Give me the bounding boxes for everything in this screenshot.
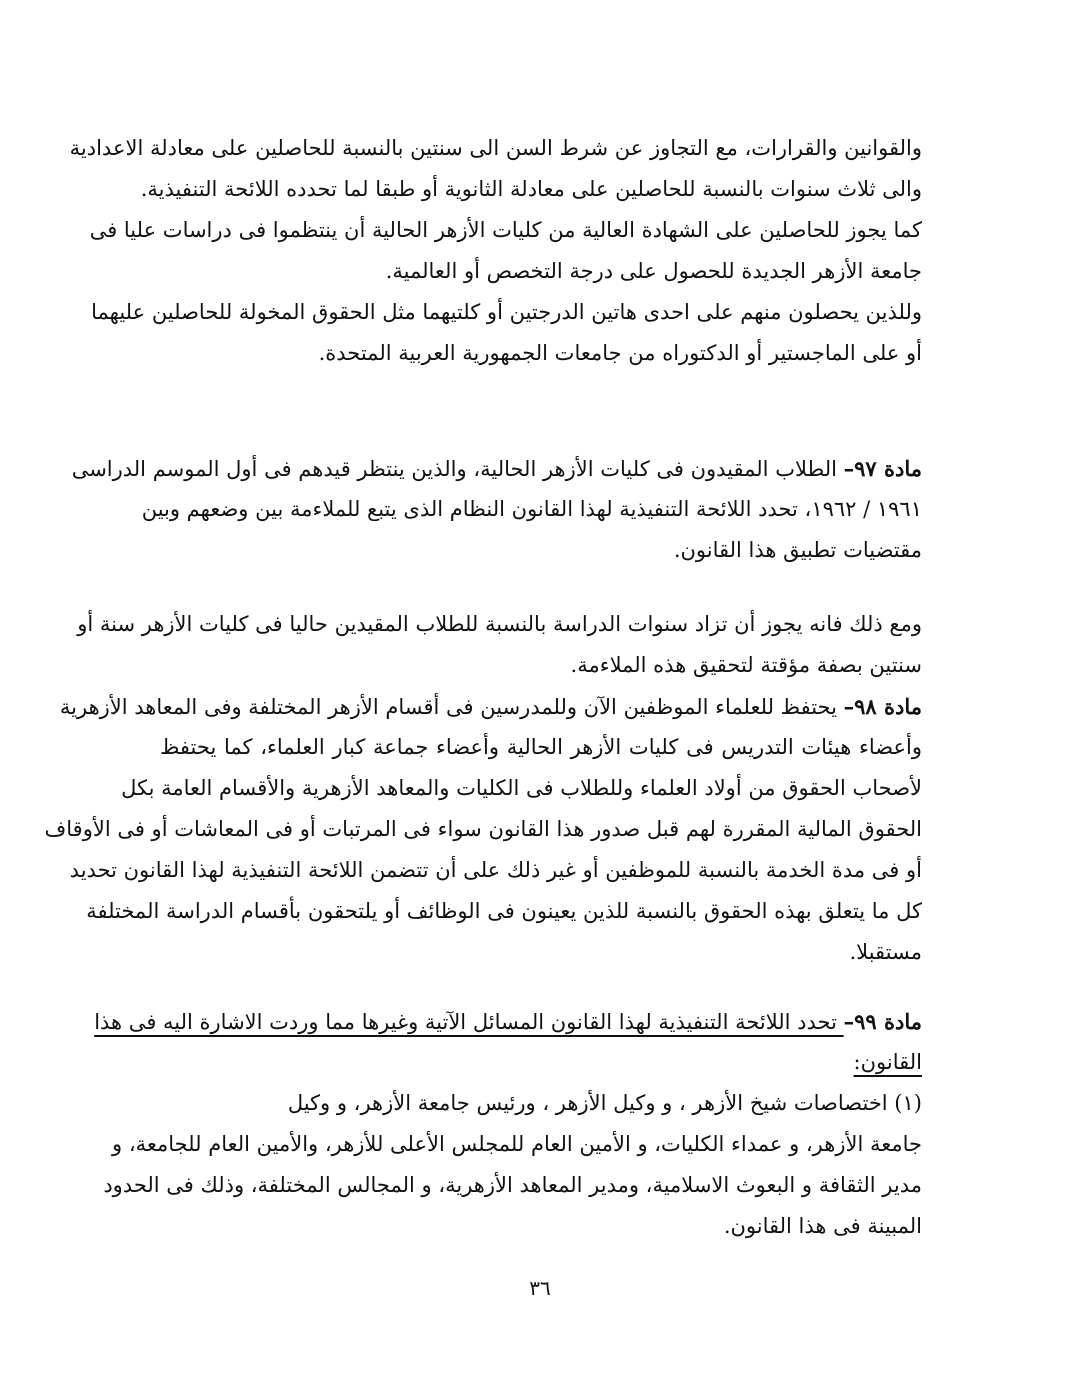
article-97-text: الطلاب المقيدون فى كليات الأزهر الحالية، والذين ينتظر قيدهم فى أول الموسم الدراسى bbox=[71, 457, 844, 481]
text-line: الحقوق المالية المقررة لهم قبل صدور هذا القانون سواء فى المرتبات أو فى المعاشات أو فى الأوقاف bbox=[44, 817, 922, 841]
article-99-text: تحدد اللائحة التنفيذية لهذا القانون المسائل الآتية وغيرها مما وردت الاشارة اليه فى هذا bbox=[94, 1010, 844, 1034]
text-line: جامعة الأزهر الجديدة للحصول على درجة التخصص أو العالمية. bbox=[385, 259, 922, 283]
text-line: أو على الماجستير أو الدكتوراه من جامعات الجمهورية العربية المتحدة. bbox=[318, 341, 922, 365]
text-line: والقوانين والقرارات، مع التجاوز عن شرط السن الى سنتين بالنسبة للحاصلين على معادلة الاعدادية bbox=[69, 136, 922, 160]
text-line: كما يجوز للحاصلين على الشهادة العالية من كليات الأزهر الحالية أن ينتظموا فى دراسات عليا فى bbox=[89, 218, 922, 242]
text-line: مستقبلا. bbox=[849, 940, 922, 964]
article-99-first-line bbox=[94, 1001, 922, 1042]
article-98 bbox=[44, 686, 922, 973]
article-98-label: مادة ٩٨– bbox=[843, 694, 922, 719]
page-number: ٣٦ bbox=[529, 1276, 551, 1300]
article-99 bbox=[94, 1001, 922, 1247]
article-99-second-line bbox=[160, 1042, 922, 1083]
text-line: المبينة فى هذا القانون. bbox=[723, 1214, 922, 1238]
text-line: ١٩٦١ / ١٩٦٢، تحدد اللائحة التنفيذية لهذا القانون النظام الذى يتبع للملاءمة بين وضعهم وبين bbox=[141, 497, 922, 521]
article-97 bbox=[71, 448, 922, 686]
text-line: سنتين بصفة مؤقتة لتحقيق هذه الملاءمة. bbox=[570, 653, 922, 677]
article-98-text: يحتفظ للعلماء الموظفين الآن وللمدرسين فى أقسام الأزهر المختلفة وفى المعاهد الأزهرية bbox=[59, 695, 844, 719]
page-body bbox=[44, 128, 922, 1247]
text-line: ومع ذلك فانه يجوز أن تزاد سنوات الدراسة بالنسبة للطلاب المقيدين حاليا فى كليات الأزهر سنة أو bbox=[77, 612, 922, 636]
text-line: مدير الثقافة و البعوث الاسلامية، ومدير المعاهد الأزهرية، و المجالس المختلفة، وذلك فى الحدود bbox=[103, 1173, 922, 1197]
article-99-label: مادة ٩٩– bbox=[843, 1009, 922, 1034]
text-line: مقتضيات تطبيق هذا القانون. bbox=[673, 538, 922, 562]
text-line: وأعضاء هيئات التدريس فى كليات الأزهر الحالية وأعضاء جماعة كبار العلماء، كما يحتفظ bbox=[160, 735, 922, 759]
article-98-first-line bbox=[59, 686, 922, 727]
text-line: جامعة الأزهر، و عمداء الكليات، و الأمين العام للمجلس الأعلى للأزهر، والأمين العام للجامعة، و bbox=[112, 1132, 922, 1156]
text-line: لأصحاب الحقوق من أولاد العلماء وللطلاب فى الكليات والمعاهد الأزهرية والأقسام العامة بكل bbox=[121, 776, 922, 800]
text-line: (١) اختصاصات شيخ الأزهر ، و وكيل الأزهر ، ورئيس جامعة الأزهر، و وكيل bbox=[287, 1091, 922, 1115]
paragraph-continuation bbox=[69, 128, 922, 374]
article-99-text-end: القانون: bbox=[853, 1050, 922, 1074]
article-97-label: مادة ٩٧– bbox=[843, 456, 922, 481]
text-line: والى ثلاث سنوات بالنسبة للحاصلين على معادلة الثانوية أو طبقا لما تحدده اللائحة التنفيذية. bbox=[140, 177, 922, 201]
text-line: وللذين يحصلون منهم على احدى هاتين الدرجتين أو كلتيهما مثل الحقوق المخولة للحاصلين عليهما bbox=[91, 300, 922, 324]
article-97-first-line bbox=[71, 448, 922, 489]
text-line: كل ما يتعلق بهذه الحقوق بالنسبة للذين يعينون فى الوظائف أو يلتحقون بأقسام الدراسة المختلفة bbox=[86, 899, 922, 923]
text-line: أو فى مدة الخدمة بالنسبة للموظفين أو غير ذلك على أن تتضمن اللائحة التنفيذية لهذا القانون تحديد bbox=[69, 858, 922, 882]
